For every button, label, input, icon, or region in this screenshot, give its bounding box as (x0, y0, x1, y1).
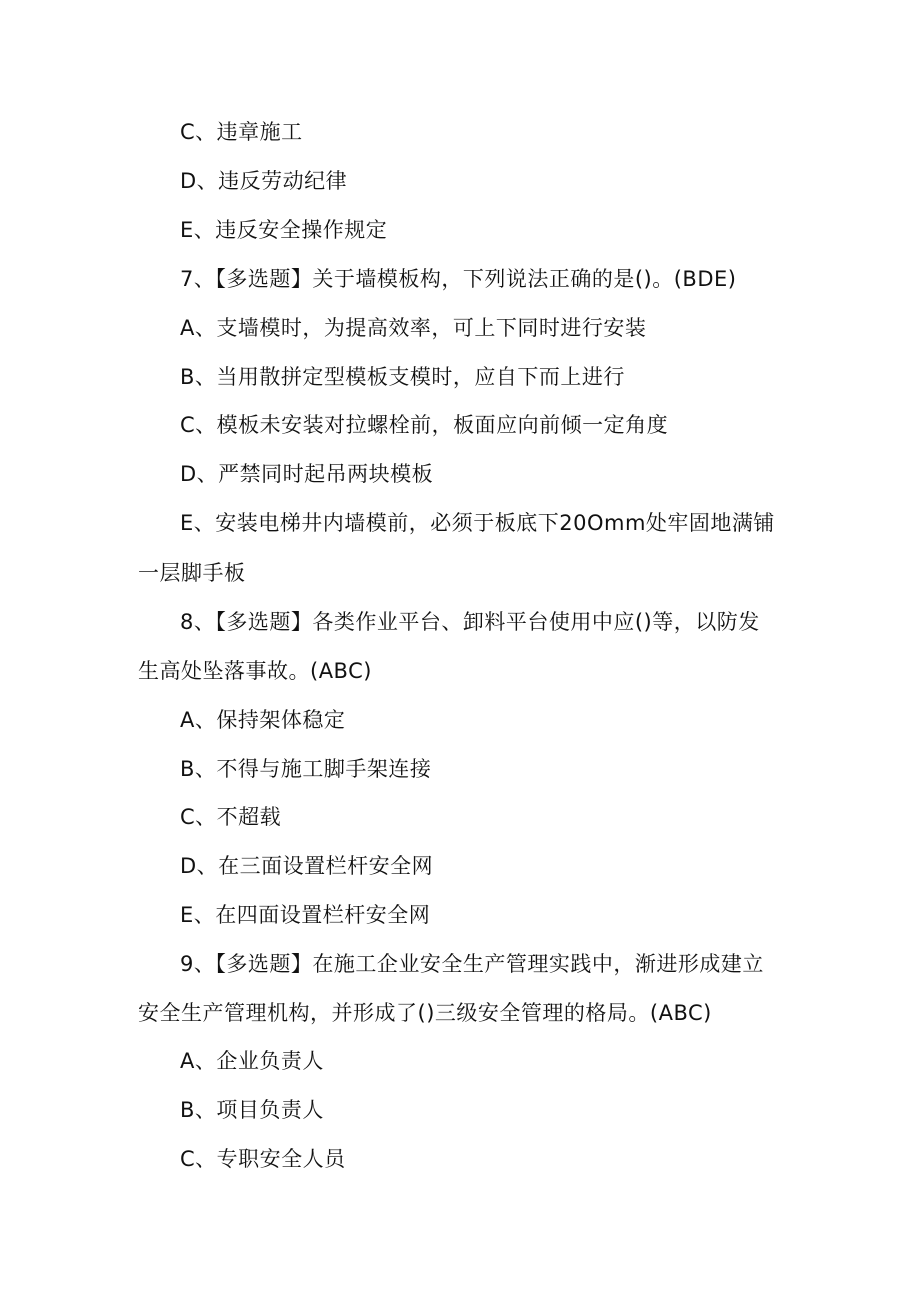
continuation-line: 安全生产管理机构，并形成了()三级安全管理的格局。(ABC) (138, 1001, 712, 1025)
option-line: E、在四面设置栏杆安全网 (180, 903, 431, 927)
continuation-line: 一层脚手板 (138, 561, 246, 585)
option-line: E、安装电梯井内墙模前，必须于板底下20Omm处牢固地满铺 (180, 511, 775, 535)
option-line: C、不超载 (180, 805, 282, 829)
option-line: B、不得与施工脚手架连接 (180, 757, 432, 781)
option-line: C、专职安全人员 (180, 1147, 346, 1171)
option-line: B、当用散拼定型模板支模时，应自下而上进行 (180, 365, 625, 389)
option-line: B、项目负责人 (180, 1098, 324, 1122)
option-line: A、企业负责人 (180, 1049, 324, 1073)
question-line: 7、【多选题】关于墙模板构，下列说法正确的是()。(BDE) (180, 267, 737, 291)
continuation-line: 生高处坠落事故。(ABC) (138, 659, 372, 683)
option-line: D、违反劳动纪律 (180, 169, 348, 193)
option-line: A、支墙模时，为提高效率，可上下同时进行安装 (180, 316, 647, 340)
option-line: A、保持架体稳定 (180, 708, 346, 732)
option-line: C、模板未安装对拉螺栓前，板面应向前倾一定角度 (180, 413, 669, 437)
option-line: C、违章施工 (180, 120, 303, 144)
option-line: D、在三面设置栏杆安全网 (180, 854, 434, 878)
question-line: 9、【多选题】在施工企业安全生产管理实践中，渐进形成建立 (180, 952, 764, 976)
option-line: E、违反安全操作规定 (180, 218, 388, 242)
option-line: D、严禁同时起吊两块模板 (180, 462, 434, 486)
question-line: 8、【多选题】各类作业平台、卸料平台使用中应()等，以防发 (180, 610, 760, 634)
